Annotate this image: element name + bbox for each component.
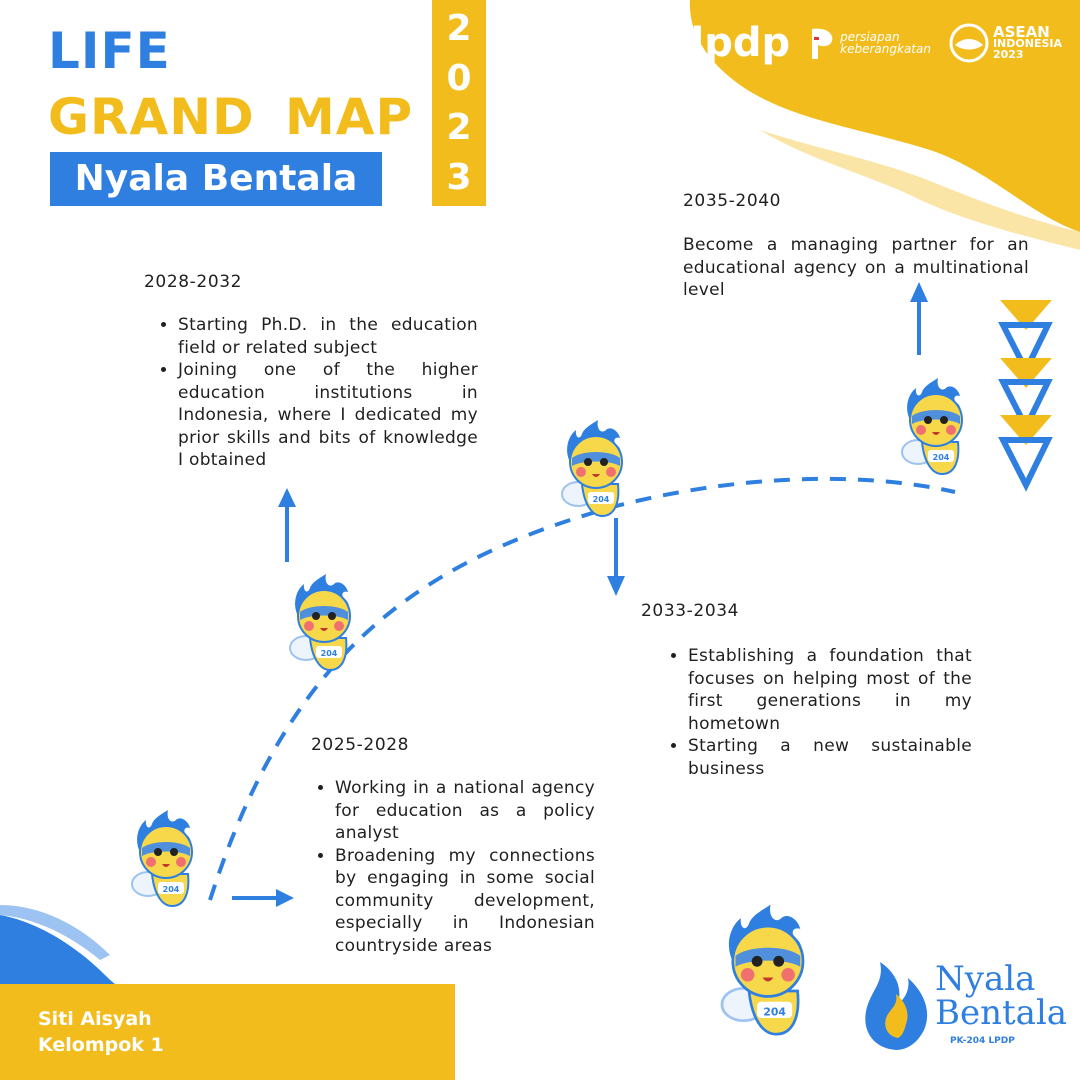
asean-year-text: 2023 (992, 47, 1024, 61)
list-2028 (144, 314, 478, 472)
list-item: • Broadening my connections by engaging in some social community development, especially in Indonesian countryside areas (335, 845, 595, 958)
list-item: • Starting a new sustainable business (688, 735, 972, 780)
list-item: • Starting Ph.D. in the education field or related subject (178, 314, 478, 359)
text-2035: Become a managing partner for an educational agency on a multinational level (683, 235, 1029, 300)
title-grand-map: GRAND MAP (48, 88, 414, 146)
mascot-large (722, 905, 803, 1035)
year-digit: 3 (446, 156, 472, 198)
brand-line2: Bentala (935, 993, 1068, 1033)
author-name: Siti Aisyah (38, 1008, 152, 1030)
mascot-2035 (902, 378, 962, 474)
year-digit: 0 (446, 57, 472, 99)
mascots-layer: 204 (0, 0, 1080, 1080)
period-2033: 2033-2034 (641, 601, 740, 621)
name-box: Nyala Bentala (50, 152, 382, 206)
brand-name (935, 959, 1068, 1033)
year-digit: 2 (446, 107, 472, 149)
title-life: LIFE (48, 22, 171, 80)
group-name: Kelompok 1 (38, 1034, 164, 1056)
brand-subtitle: PK-204 LPDP (950, 1036, 1015, 1046)
period-2028: 2028-2032 (144, 272, 243, 292)
nyala-flame-icon (858, 960, 936, 1052)
lpdp-logo-text: lpdp (690, 20, 791, 66)
mascot-2028 (290, 574, 350, 670)
keberangkatan-text: keberangkatan (840, 42, 931, 56)
asean-indonesia-text: INDONESIA (992, 36, 1062, 50)
brand-line1: Nyala (935, 959, 1036, 999)
year-digit: 2 (446, 8, 472, 50)
period-2025: 2025-2028 (311, 735, 410, 755)
mascot-2025 (132, 810, 192, 906)
list-item: • Joining one of the higher education institutions in Indonesia, where I dedicated my prior skills and bits of knowledge I obtained (178, 359, 478, 472)
persiapan-text: persiapan (840, 30, 900, 44)
list-2033 (654, 645, 972, 780)
footer-bar (0, 984, 455, 1080)
list-2025 (301, 777, 595, 957)
list-item: • Working in a national agency for education as a policy analyst (335, 777, 595, 845)
asean-text: ASEAN (992, 22, 1050, 41)
period-2035: 2035-2040 (683, 191, 782, 211)
list-item: • Establishing a foundation that focuses on helping most of the first generations in my hometown (688, 645, 972, 735)
mascot-2033 (562, 420, 622, 516)
